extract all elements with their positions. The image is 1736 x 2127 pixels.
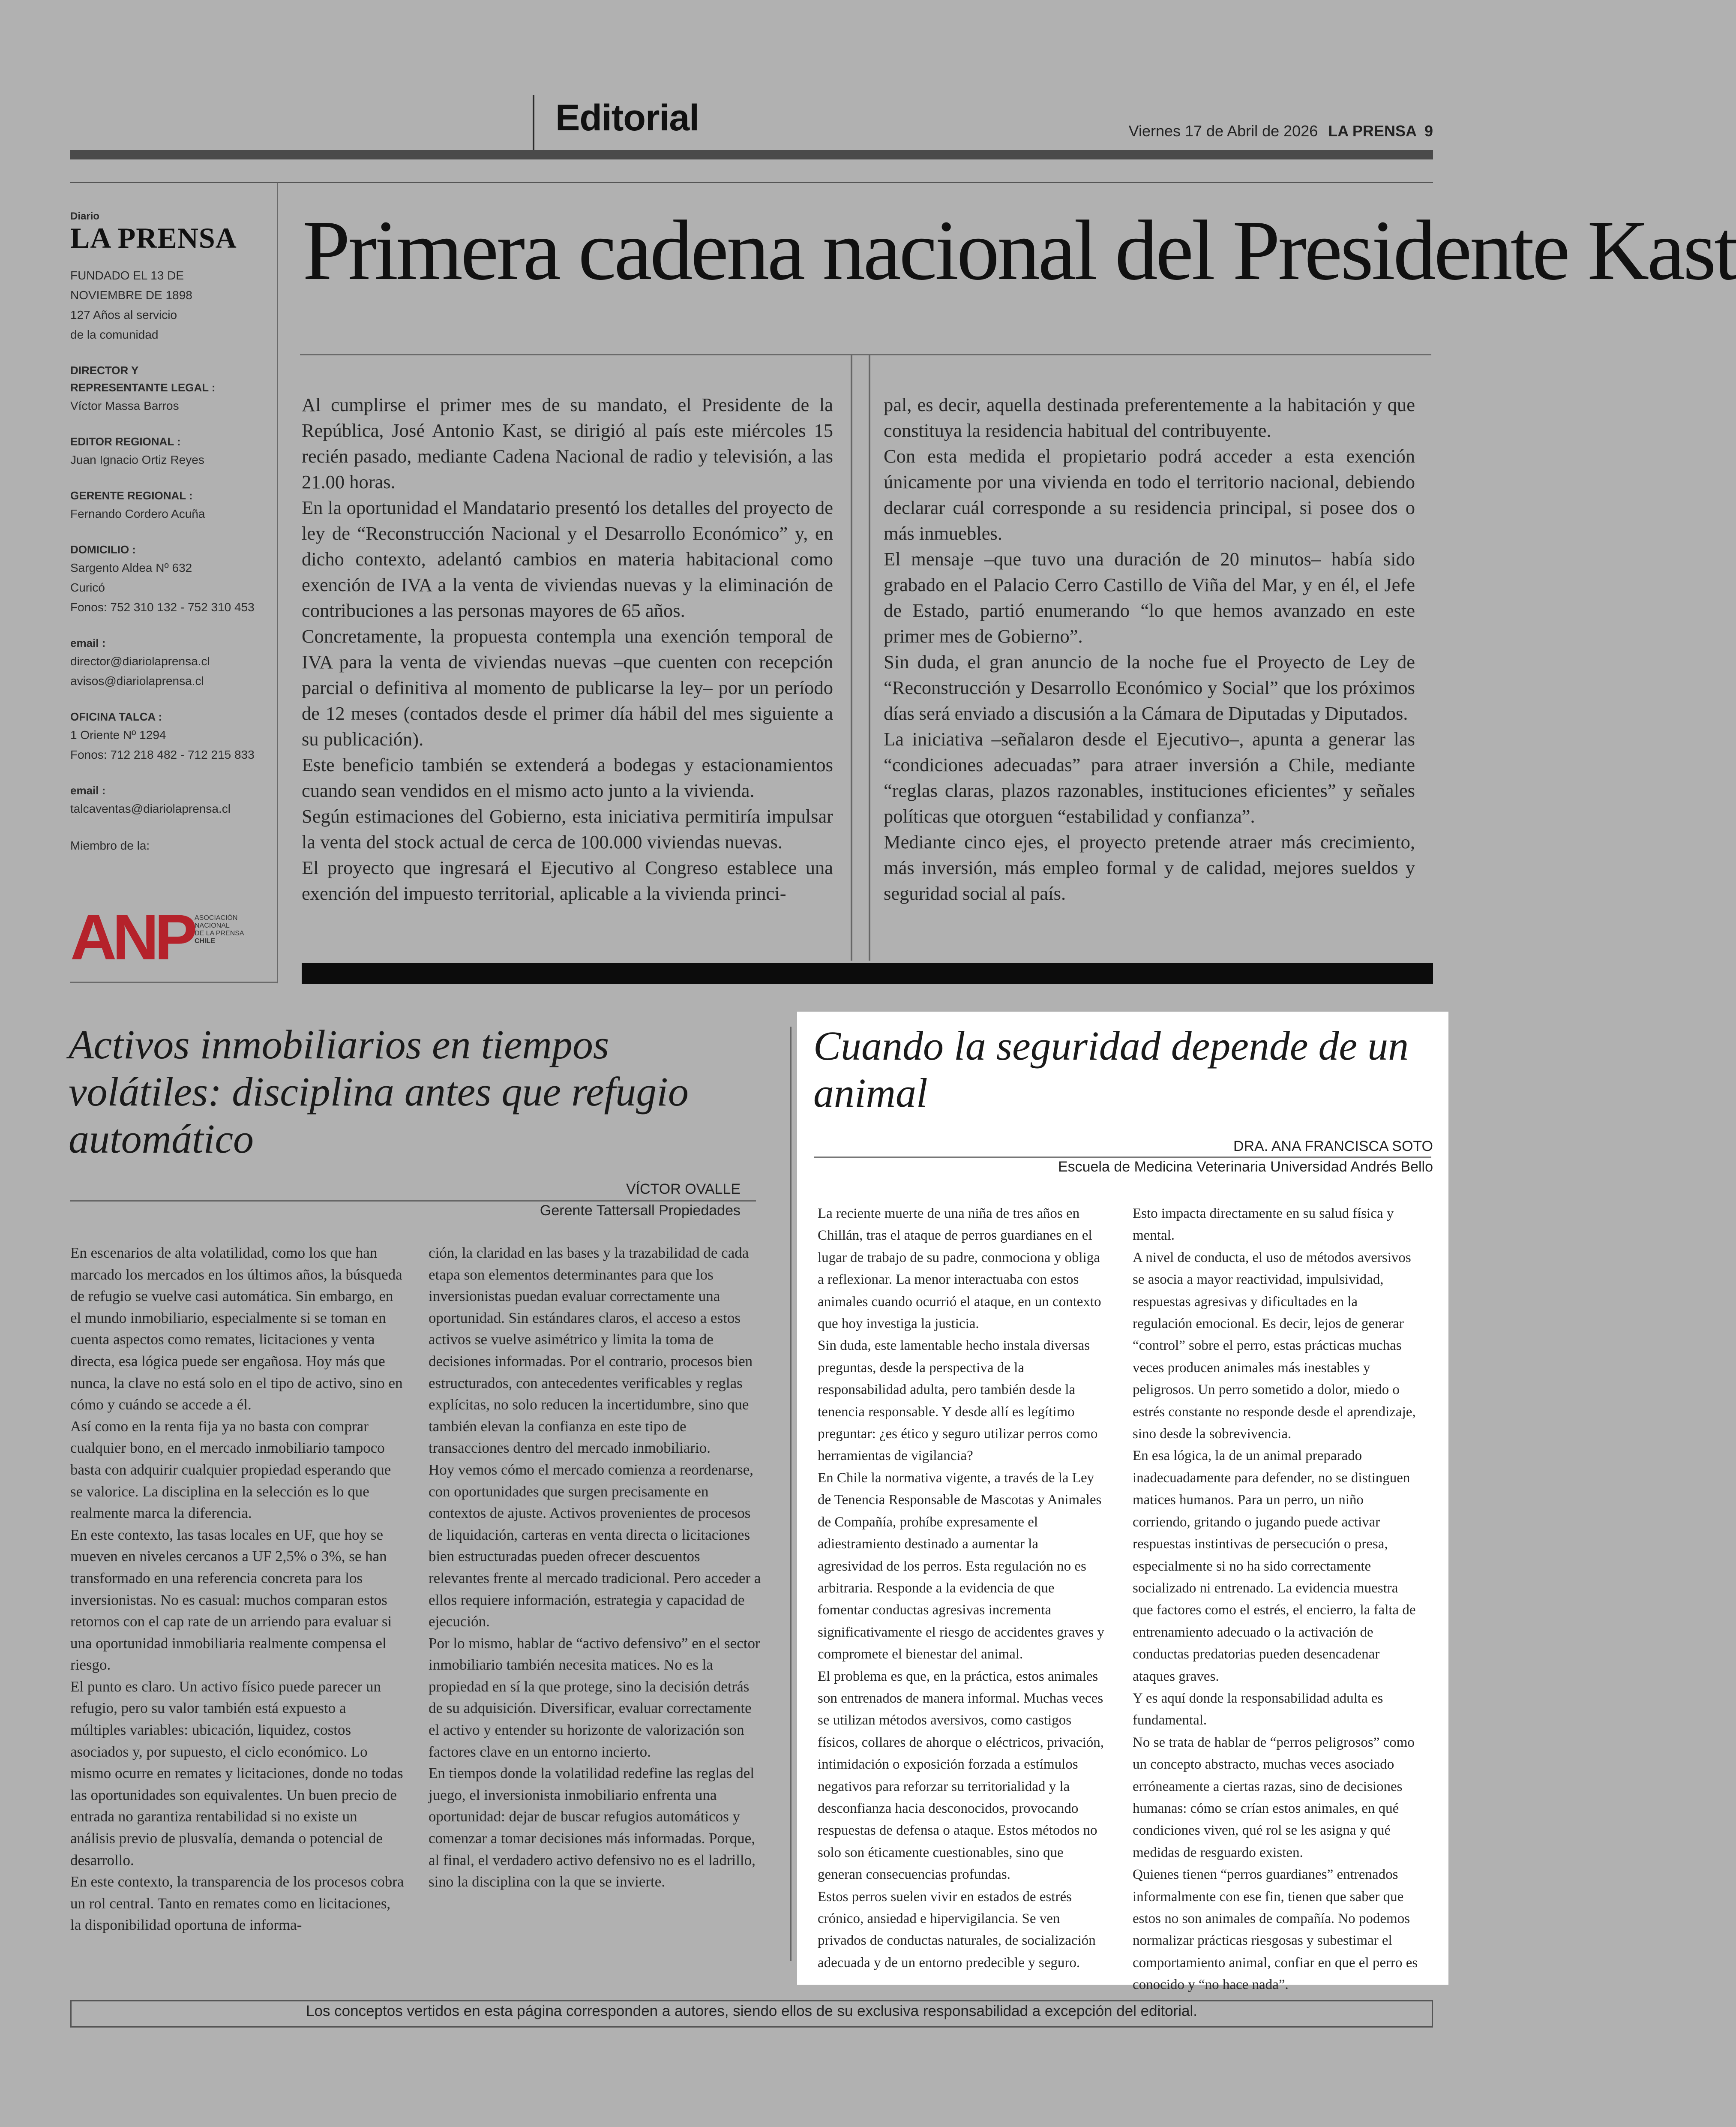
email-label: email :	[70, 784, 106, 797]
address-label: DOMICILIO :	[70, 543, 136, 556]
paragraph: El problema es que, en la práctica, estos animales son entrenados de manera informal. Muchas veces se utilizan métodos aversivos, como castigos físicos, collares de ahorque o eléctricos, privación, intimidación o exposición forzada a estímulos negativos para reforzar su territorialidad y la desconfianza hacia desconocidos, provocando respuestas de defensa o ataque. Estos métodos no solo son éticamente cuestionables, sino que generan consecuencias profundas.	[818, 1668, 1104, 1883]
founded-line: de la comunidad	[70, 328, 159, 341]
talca-label: OFICINA TALCA :	[70, 710, 162, 723]
column-rule	[790, 1027, 792, 1961]
director-label: DIRECTOR Y	[70, 364, 139, 377]
paragraph: En la oportunidad el Mandatario presentó los detalles del proyecto de ley de “Reconstrucción Nacional y el Desarrollo Económico” y, en dicho contexto, adelantó cambios en materia habitacional como exención de IVA a la venta de viviendas nuevas y la eliminación de contribuciones a las personas mayores de 65 años.	[302, 497, 833, 621]
article-1-column-1	[70, 1242, 405, 1936]
paragraph: ción, la claridad en las bases y la trazabilidad de cada etapa son elementos determinantes para que los inversionistas puedan evaluar correctamente una oportunidad. Sin estándares claros, el acceso a estos activos se vuelve asimétrico y limita la toma de decisiones informadas. Por el contrario, procesos bien estructurados, con antecedentes verificables y reglas explícitas, no solo reducen la incertidumbre, sino que también elevan la confianza en este tipo de transacciones dentro del mercado inmobiliario.	[429, 1244, 753, 1457]
article-2-title: Cuando la seguridad depende de un animal	[813, 1023, 1409, 1116]
address-line: Fonos: 752 310 132 - 752 310 453	[70, 601, 255, 614]
founded-line: FUNDADO EL 13 DE	[70, 269, 184, 282]
paragraph: La reciente muerte de una niña de tres años en Chillán, tras el ataque de perros guardianes en el lugar de trabajo de su padre, conmociona y obliga a reflexionar. La menor interactuaba con estos animales cuando ocurrió el ataque, en un contexto que hoy investiga la justicia.	[818, 1206, 1101, 1332]
column-rule	[851, 355, 852, 961]
paragraph: Según estimaciones del Gobierno, esta iniciativa permitiría impulsar la venta del stock actual de cerca de 100.000 viviendas nuevas.	[302, 805, 833, 853]
paragraph: pal, es decir, aquella destinada preferentemente a la habitación y que constituya la residencia habitual del contribuyente.	[884, 394, 1415, 441]
founded-line: NOVIEMBRE DE 1898	[70, 288, 192, 302]
paragraph: No se trata de hablar de “perros peligrosos” como un concepto abstracto, muchas veces asociado erróneamente a ciertas razas, sino de decisiones humanas: cómo se crían estos animales, en qué condiciones viven, qué rol se les asigna y qué medidas de resguardo existen.	[1133, 1734, 1415, 1860]
page-number: 9	[1424, 122, 1433, 140]
paragraph: El punto es claro. Un activo físico puede parecer un refugio, pero su valor también está expuesto a múltiples variables: ubicación, liquidez, costos asociados y, por supuesto, el ciclo económico. Lo mismo ocurre en remates y licitaciones, donde no todas las oportunidades son equivalentes. Un buen precio de entrada no garantiza rentabilidad si no existe un análisis previo de plusvalía, demanda o potencial de desarrollo.	[70, 1678, 403, 1869]
email-link[interactable]: avisos@diariolaprensa.cl	[70, 674, 204, 688]
paragraph: El mensaje –que tuvo una duración de 20 minutos– había sido grabado en el Palacio Cerro Castillo de Viña del Mar, y en él, el Jefe de Estado, partió enumerando “lo que hemos avanzado en este primer mes de Gobierno”.	[884, 548, 1415, 647]
byline-rule	[814, 1157, 1431, 1158]
talca-address: 1 Oriente Nº 1294	[70, 728, 166, 742]
email-label: email :	[70, 637, 106, 649]
header-bar	[70, 150, 1433, 159]
paragraph: Este beneficio también se extenderá a bodegas y estacionamientos cuando sean vendidos en el mismo acto junto a la vivienda.	[302, 754, 833, 801]
editorial-bottom-bar	[302, 963, 1433, 984]
editorial-column-2	[884, 392, 1415, 906]
address-line: Sargento Aldea Nº 632	[70, 561, 192, 574]
manager-name: Fernando Cordero Acuña	[70, 507, 205, 520]
paragraph: Con esta medida el propietario podrá acceder a esta exención únicamente por una vivienda en todo el territorio nacional, debiendo declarar cuál corresponde a su residencia principal, si posee dos o más inmuebles.	[884, 445, 1415, 544]
editor-label: EDITOR REGIONAL :	[70, 435, 181, 448]
anp-logo	[70, 901, 255, 973]
paragraph: Al cumplirse el primer mes de su mandato, el Presidente de la República, José Antonio Kast, se dirigió al país este miércoles 15 recién pasado, mediante Cadena Nacional de radio y televisión, a las 21.00 horas.	[302, 394, 833, 493]
member-label: Miembro de la:	[70, 839, 150, 852]
editorial-headline: Primera cadena nacional del Presidente Kast	[303, 203, 1736, 298]
editorial-column-1	[302, 392, 833, 906]
paragraph: En este contexto, las tasas locales en UF, que hoy se mueven en niveles cercanos a UF 2,5% o 3%, se han transformado en una referencia concreta para los inversionistas. No es casual: muchos comparan estos retornos con el cap rate de un arriendo para evaluar si una oportunidad inmobiliaria realmente compensa el riesgo.	[70, 1526, 392, 1673]
paragraph: Sin duda, este lamentable hecho instala diversas preguntas, desde la perspectiva de la responsabilidad adulta, pero también desde la tenencia responsable. Y desde allí es legítimo preguntar: ¿es ético y seguro utilizar perros como herramientas de vigilancia?	[818, 1338, 1098, 1464]
paragraph: Quienes tienen “perros guardianes” entrenados informalmente con ese fin, tienen que saber que estos no son animales de compañía. No podemos normalizar prácticas riesgosas y subestimar el comportamiento animal, confiar en que el perro es conocido y “no hace nada”.	[1133, 1867, 1418, 1993]
header-divider	[533, 95, 534, 150]
director-name: Víctor Massa Barros	[70, 399, 179, 412]
masthead-logo: LA PRENSA	[70, 222, 237, 254]
paragraph: Por lo mismo, hablar de “activo defensivo” en el sector inmobiliario también necesita matices. No es la propiedad en sí la que protege, sino la decisión detrás de su adquisición. Diversificar, evaluar correctamente el activo y entender su horizonte de valorización son factores clave en un entorno incierto.	[429, 1634, 760, 1760]
anp-text: CHILE	[195, 937, 215, 945]
paragraph: Mediante cinco ejes, el proyecto pretende atraer más crecimiento, más inversión, más empleo formal y de calidad, mejores sueldos y seguridad social al país.	[884, 831, 1415, 904]
anp-letters: ANP	[70, 901, 193, 973]
paragraph: En esa lógica, la de un animal preparado inadecuadamente para defender, no se distinguen matices humanos. Para un perro, un niño corriendo, gritando o jugando puede activar respuestas instintivas de persecución o presa, especialmente si no ha sido correctamente socializado ni entrenado. La evidencia muestra que factores como el estrés, el encierro, la falta de entrenamiento adecuado o la activación de conductas predatorias pueden desencadenar ataques graves.	[1133, 1448, 1416, 1684]
founded-line: 127 Años al servicio	[70, 308, 177, 321]
masthead-rule	[277, 183, 278, 983]
paragraph: El proyecto que ingresará el Ejecutivo al Congreso establece una exención del impuesto territorial, aplicable a la vivienda princi-	[302, 857, 833, 904]
paragraph: Así como en la renta fija ya no basta con comprar cualquier bono, en el mercado inmobiliario tampoco basta con adquirir cualquier propiedad esperando que se valorice. La disciplina en la selección es lo que realmente marca la diferencia.	[70, 1418, 391, 1522]
article-1-role: Gerente Tattersall Propiedades	[540, 1202, 741, 1219]
paragraph: A nivel de conducta, el uso de métodos aversivos se asocia a mayor reactividad, impulsividad, respuestas agresivas y dificultades en la regulación emocional. Es decir, lejos de generar “control” sobre el perro, estas prácticas muchas veces producen animales más inestables y peligrosos. Un perro sometido a dolor, miedo o estrés constante no responde desde el aprendizaje, sino desde la sobrevivencia.	[1133, 1250, 1416, 1442]
article-1-title: Activos inmobiliarios en tiempos volátiles: disciplina antes que refugio automático	[69, 1021, 689, 1162]
paragraph: La iniciativa –señalaron desde el Ejecutivo–, apunta a generar las “condiciones adecuadas” para atraer inversión a Chile, mediante “reglas claras, plazos razonables, instituciones eficientes” y señales políticas que otorguen “estabilidad y confianza”.	[884, 728, 1415, 827]
editor-name: Juan Ignacio Ortiz Reyes	[70, 453, 204, 466]
talca-address: Fonos: 712 218 482 - 712 215 833	[70, 748, 255, 761]
header-rule	[70, 182, 1433, 183]
paragraph: Esto impacta directamente en su salud física y mental.	[1133, 1206, 1394, 1244]
masthead-bottom-rule	[70, 982, 278, 983]
anp-text: DE LA PRENSA	[195, 930, 244, 937]
paragraph: Sin duda, el gran anuncio de la noche fue el Proyecto de Ley de “Reconstrucción y Desarrollo Económico y Social” que los próximos días será enviado a discusión a la Cámara de Diputadas y Diputados.	[884, 651, 1415, 724]
dateline	[1129, 122, 1433, 140]
email-link[interactable]: director@diariolaprensa.cl	[70, 655, 210, 668]
paragraph: En tiempos donde la volatilidad redefine las reglas del juego, el inversionista inmobiliario enfrenta una oportunidad: dejar de buscar refugios automáticos y comenzar a tomar decisiones más informadas. Porque, al final, el verdadero activo defensivo no es el ladrillo, sino la disciplina con la que se invierte.	[429, 1765, 756, 1890]
article-2-column-2	[1133, 1203, 1420, 1996]
manager-label: GERENTE REGIONAL :	[70, 489, 193, 502]
paragraph: Hoy vemos cómo el mercado comienza a reordenarse, con oportunidades que surgen precisamente en contextos de ajuste. Activos provenientes de procesos de liquidación, carteras en venta directa o licitaciones bien estructuradas pueden ofrecer descuentos relevantes frente al mercado tradicional. Pero acceder a ellos requiere información, estrategia y capacidad de ejecución.	[429, 1461, 761, 1630]
article-1-column-2	[429, 1242, 763, 1893]
director-label: REPRESENTANTE LEGAL :	[70, 381, 216, 394]
paragraph: En este contexto, la transparencia de los procesos cobra un rol central. Tanto en remates como en licitaciones, la disponibilidad oportuna de informa-	[70, 1873, 404, 1934]
paragraph: Y es aquí donde la responsabilidad adulta es fundamental.	[1133, 1690, 1383, 1728]
masthead-diario: Diario	[70, 210, 100, 222]
section-title: Editorial	[555, 97, 699, 138]
article-2-column-1	[818, 1203, 1105, 1974]
address-line: Curicó	[70, 581, 105, 594]
paragraph: Concretamente, la propuesta contempla una exención temporal de IVA para la venta de viviendas nuevas –que cuenten con recepción parcial o definitiva al momento de publicarse la ley– por un período de 12 meses (contados desde el primer día hábil del mes siguiente a su publicación).	[302, 625, 833, 750]
article-2-role: Escuela de Medicina Veterinaria Universidad Andrés Bello	[1058, 1159, 1433, 1175]
byline-rule	[70, 1200, 756, 1202]
anp-text: NACIONAL	[195, 922, 230, 929]
email-link[interactable]: talcaventas@diariolaprensa.cl	[70, 802, 231, 815]
column-rule	[869, 355, 870, 961]
footer-disclaimer: Los conceptos vertidos en esta página corresponden a autores, siendo ellos de su exclusiva responsabilidad a excepción del editorial.	[306, 2003, 1197, 2019]
editorial-rule	[300, 354, 1431, 355]
article-2-author: DRA. ANA FRANCISCA SOTO	[1233, 1138, 1433, 1154]
paragraph: Estos perros suelen vivir en estados de estrés crónico, ansiedad e hipervigilancia. Se ven privados de conductas naturales, de socialización adecuada y de un entorno predecible y seguro.	[818, 1889, 1096, 1971]
date: Viernes 17 de Abril de 2026	[1128, 122, 1318, 140]
anp-text: ASOCIACIÓN	[195, 914, 238, 922]
masthead	[70, 210, 259, 856]
paragraph: En Chile la normativa vigente, a través de la Ley de Tenencia Responsable de Mascotas y Animales de Compañía, prohíbe expresamente el adiestramiento destinado a aumentar la agresividad de los perros. Esta regulación no es arbitraria. Responde a la evidencia de que fomentar conductas agresivas incrementa significativamente el riesgo de accidentes graves y compromete el bienestar del animal.	[818, 1470, 1104, 1662]
paper-name: LA PRENSA	[1328, 122, 1417, 140]
article-1-author: VÍCTOR OVALLE	[626, 1181, 741, 1197]
paragraph: En escenarios de alta volatilidad, como los que han marcado los mercados en los últimos años, la búsqueda de refugio se vuelve casi automática. Sin embargo, en el mundo inmobiliario, especialmente si se toman en cuenta aspectos como remates, licitaciones y venta directa, esa lógica puede ser engañosa. Hoy más que nunca, la clave no está solo en el tipo de activo, sino en cómo y cuándo se accede a él.	[70, 1244, 403, 1413]
